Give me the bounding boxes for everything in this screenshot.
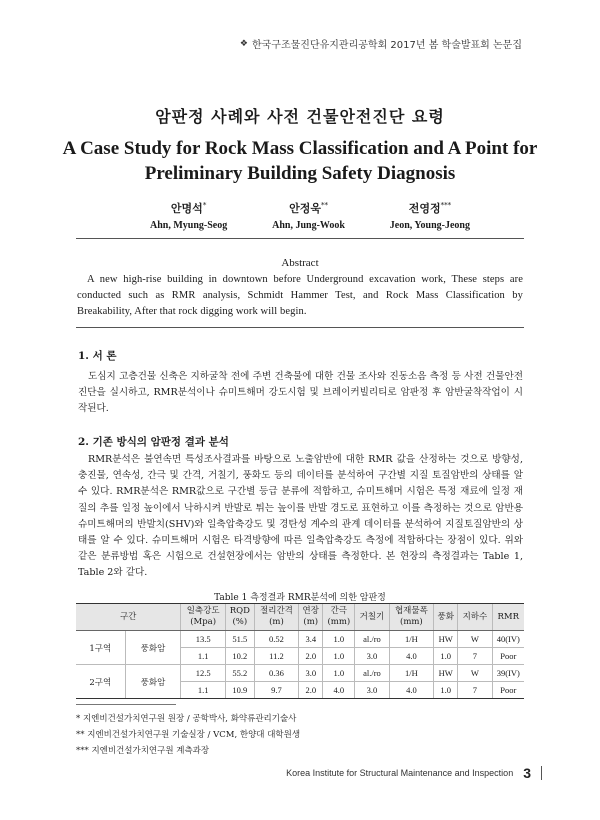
table-cell: 55.2 bbox=[225, 665, 254, 682]
table-cell: 1.0 bbox=[323, 648, 355, 665]
table-cell: 3.0 bbox=[355, 682, 389, 699]
column-header-label: 거칠기 bbox=[359, 611, 385, 622]
table-cell: 1.1 bbox=[181, 682, 226, 699]
page-number: 3 bbox=[523, 765, 531, 781]
table-cell: 1.1 bbox=[181, 648, 226, 665]
table-cell: 2.0 bbox=[299, 682, 323, 699]
section-body-intro: 도심지 고층건물 신축은 지하굴착 전에 주변 건축물에 대한 건물 조사와 진동소음 측정 등 사전 건물안전진단을 실시하고, RMR분석이나 슈미트해머 강도시험 및 브레이커빌리티로 암판정 후 암반굴착작업이 시작된다. bbox=[78, 371, 523, 415]
author-2 bbox=[272, 200, 345, 231]
diamond-icon: ❖ bbox=[239, 38, 248, 49]
table-cell: 10.9 bbox=[225, 682, 254, 699]
footer-divider bbox=[541, 766, 542, 780]
rock-type-cell: 풍화암 bbox=[125, 631, 181, 665]
column-header-label: 풍화 bbox=[437, 611, 454, 622]
column-header bbox=[299, 604, 323, 631]
column-header-label: RQD (%) bbox=[229, 606, 250, 627]
author-name-en: Ahn, Jung-Wook bbox=[272, 220, 345, 231]
author-name-ko: 안정욱 bbox=[289, 202, 321, 215]
table-cell: 4.0 bbox=[389, 648, 434, 665]
footnotes bbox=[76, 711, 300, 759]
column-header-label: 협재물폭 (mm) bbox=[394, 606, 428, 627]
column-header bbox=[254, 604, 299, 631]
title-english: A Case Study for Rock Mass Classification and A Point for Preliminary Building Safety Diagnosis bbox=[62, 138, 538, 184]
table-row bbox=[76, 631, 524, 648]
title-korean: 암판정 사례와 사전 건물안전진단 요령 bbox=[155, 107, 445, 126]
column-header bbox=[492, 604, 524, 631]
column-header bbox=[389, 604, 434, 631]
table-cell: 3.4 bbox=[299, 631, 323, 648]
author-list bbox=[150, 200, 470, 231]
section-body-analysis: RMR분석은 불연속면 특성조사결과를 바탕으로 노출암반에 대한 RMR 값을 산정하는 것으로 방향성, 충진물, 연속성, 간극 및 간격, 거칠기, 풍화도 등의 데이터를 분석하여 구간별 지질 토질암반의 상태를 알 수 있다. RMR분석은 RMR값으로 구간별 등급 분류에 적합하고, 슈미트해머 시험은 특정 재료에 일정 재질의 추를 일정 높이에서 낙하시켜 반발로 튀는 높이를 반발 경도로 표현하고 이를 측정하는 것으로 암반용 슈미트해머의 반발치(SHV)와 일축압축강도 및 경탄성 계수의 관계 데이터를 분석하여 지질토질암반의 상태를 알 수 있다. 슈미트해머 시험은 타격방향에 따른 일축압축강도 측정에 적합하다는 장점이 있다. 위와 같은 분류방법 혹은 시험으로 건설현장에서는 암반의 상태를 측정한다. 본 현장의 측정결과는 Table 1, Table 2와 같다. bbox=[78, 454, 523, 579]
column-header bbox=[458, 604, 492, 631]
author-mark: ** bbox=[320, 201, 328, 210]
table-cell: 9.7 bbox=[254, 682, 299, 699]
zone-cell: 2구역 bbox=[76, 665, 125, 699]
table-cell: 51.5 bbox=[225, 631, 254, 648]
table-cell: 3.0 bbox=[299, 665, 323, 682]
running-header bbox=[240, 36, 522, 51]
author-mark: * bbox=[202, 201, 207, 210]
table-cell: 3.0 bbox=[355, 648, 389, 665]
table-cell: Poor bbox=[492, 682, 524, 699]
table-caption: Table 1 측정결과 RMR분석에 의한 암판정 bbox=[214, 593, 386, 603]
column-header-label: 연장 (m) bbox=[302, 606, 319, 627]
author-name-en: Jeon, Young-Jeong bbox=[389, 220, 470, 231]
author-name-en: Ahn, Myung-Seog bbox=[150, 220, 228, 231]
table-cell: 39(IV) bbox=[492, 665, 524, 682]
table-cell: Poor bbox=[492, 648, 524, 665]
table-cell: 1.0 bbox=[323, 665, 355, 682]
table-cell: al./ro bbox=[355, 665, 389, 682]
footer-text: Korea Institute for Structural Maintenance and Inspection bbox=[286, 768, 514, 778]
column-header bbox=[323, 604, 355, 631]
footnote: ** 지엔비건설가치연구원 기술실장 / VCM, 한양대 대학원생 bbox=[76, 730, 301, 740]
table-cell: 1.0 bbox=[434, 648, 458, 665]
table-cell: 0.36 bbox=[254, 665, 299, 682]
author-1 bbox=[150, 200, 227, 231]
column-header-label: 절리간격 (m) bbox=[260, 606, 293, 627]
column-header bbox=[355, 604, 389, 631]
divider bbox=[76, 327, 524, 328]
author-name-ko: 전영정 bbox=[408, 202, 441, 215]
column-header bbox=[181, 604, 226, 631]
author-mark: *** bbox=[440, 201, 452, 210]
column-header-label: 간극 (mm) bbox=[327, 606, 351, 627]
header-text: 한국구조물진단유지관리공학회 2017년 봄 학술발표회 논문집 bbox=[251, 40, 522, 51]
table-cell: 10.2 bbox=[225, 648, 254, 665]
abstract-body: A new high-rise building in downtown before Underground excavation work, These steps are conducted such as RMR analysis, Schmidt Hammer Test, and Rock Mass Classification by Breakability, After that rock digging work will begin. bbox=[77, 274, 523, 317]
table-cell: W bbox=[458, 665, 492, 682]
zone-cell: 1구역 bbox=[76, 631, 125, 665]
table-cell: 4.0 bbox=[323, 682, 355, 699]
table-header-row bbox=[76, 604, 524, 631]
table-cell: 2.0 bbox=[299, 648, 323, 665]
table-cell: 12.5 bbox=[181, 665, 226, 682]
column-header: 구간 bbox=[76, 604, 181, 631]
table-cell: 7 bbox=[458, 682, 492, 699]
table-cell: HW bbox=[434, 665, 458, 682]
abstract-heading: Abstract bbox=[281, 257, 319, 269]
table-cell: 1/H bbox=[389, 665, 434, 682]
table-cell: 40(IV) bbox=[492, 631, 524, 648]
table-cell: al./ro bbox=[355, 631, 389, 648]
table-cell: HW bbox=[434, 631, 458, 648]
footnote-divider bbox=[76, 704, 176, 705]
table-cell: 4.0 bbox=[389, 682, 434, 699]
divider bbox=[76, 238, 524, 239]
table-cell: 11.2 bbox=[254, 648, 299, 665]
column-header-label: 지하수 bbox=[462, 611, 488, 622]
rock-type-cell: 풍화암 bbox=[125, 665, 181, 699]
section-heading-intro: 1. 서 론 bbox=[78, 350, 117, 362]
footnote: *** 지엔비건설가치연구원 계측과장 bbox=[76, 746, 210, 756]
section-heading-analysis: 2. 기존 방식의 암판정 결과 분석 bbox=[78, 436, 229, 448]
table-cell: 1/H bbox=[389, 631, 434, 648]
table-cell: 1.0 bbox=[323, 631, 355, 648]
table-cell: 13.5 bbox=[181, 631, 226, 648]
table-cell: 1.0 bbox=[434, 682, 458, 699]
author-name-ko: 안명석 bbox=[170, 202, 203, 215]
footnote: * 지엔비건설가치연구원 원장 / 공학박사, 화약류관리기술사 bbox=[76, 714, 297, 724]
column-header-label: RMR bbox=[497, 611, 520, 622]
table-cell: 0.52 bbox=[254, 631, 299, 648]
table-cell: W bbox=[458, 631, 492, 648]
column-header bbox=[434, 604, 458, 631]
results-table bbox=[76, 603, 524, 699]
table-row bbox=[76, 665, 524, 682]
column-header-label: 일축강도 (Mpa) bbox=[186, 606, 220, 627]
author-3 bbox=[390, 200, 470, 231]
page-footer bbox=[286, 765, 542, 781]
column-header bbox=[225, 604, 254, 631]
table-cell: 7 bbox=[458, 648, 492, 665]
